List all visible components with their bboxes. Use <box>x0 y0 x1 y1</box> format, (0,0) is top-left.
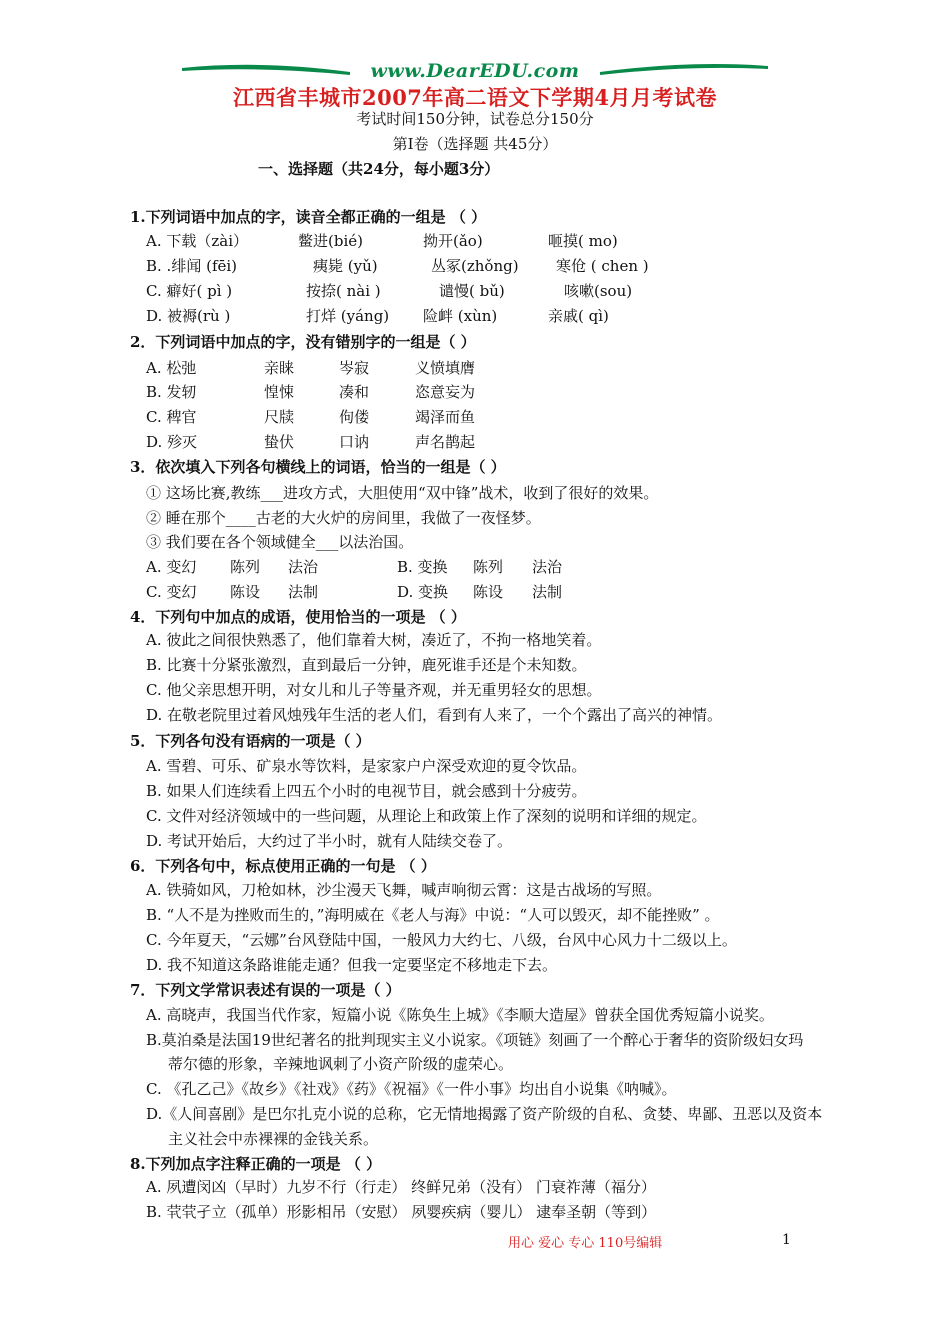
q5-option: C. 文件对经济领域中的一些问题，从理论上和政策上作了深刻的说明和详细的规定。 <box>146 807 707 825</box>
option-text: B. 变换 <box>397 558 448 576</box>
q7-option-continuation: 主义社会中赤裸裸的金钱关系。 <box>168 1130 379 1148</box>
option-text: 佝偻 <box>339 408 370 426</box>
q7-option: B.莫泊桑是法国19世纪著名的批判现实主义小说家。《项链》刻画了一个醉心于奢华的资阶级妇女玛 <box>146 1031 804 1049</box>
option-text: 惶悚 <box>264 383 295 401</box>
option-text: A. 下载（zài） <box>146 232 249 250</box>
option-text: 按捺( nài ) <box>306 282 381 300</box>
q5-option: D. 考试开始后，大约过了半小时，就有人陆续交卷了。 <box>146 832 513 850</box>
option-text: 险衅 (xùn) <box>423 307 498 325</box>
option-text: 凑和 <box>339 383 370 401</box>
option-text: 法治 <box>532 558 563 576</box>
option-text: 陈设 <box>230 583 261 601</box>
q4-option: C. 他父亲思想开明，对女儿和儿子等量齐观，并无重男轻女的思想。 <box>146 681 602 699</box>
option-text: 亲睐 <box>264 359 295 377</box>
page-number: 1 <box>782 1232 791 1248</box>
option-text: B. .绯闻 (fēi) <box>146 257 238 275</box>
question-2-stem: 2．下列词语中加点的字，没有错别字的一组是（ ） <box>130 333 476 351</box>
option-text: 法制 <box>532 583 563 601</box>
option-text: 拗开(ǎo) <box>423 232 483 250</box>
part-heading: 第Ⅰ卷（选择题 共45分） <box>392 135 558 153</box>
q7-option: C. 《孔乙己》《故乡》《社戏》《药》《祝福》《一件小事》均出自小说集《呐喊》。 <box>146 1080 677 1098</box>
option-text: 陈列 <box>230 558 261 576</box>
option-text: 法制 <box>288 583 319 601</box>
option-text: 打烊 (yáng) <box>306 307 390 325</box>
option-text: 亲戚( qì) <box>548 307 609 325</box>
q6-option: C. 今年夏天，“云娜”台风登陆中国，一般风力大约七、八级，台风中心风力十二级以上。 <box>146 931 737 949</box>
exam-info: 考试时间150分钟，试卷总分150分 <box>356 110 594 128</box>
option-text: C. 变幻 <box>146 583 197 601</box>
question-7-stem: 7．下列文学常识表述有误的一项是（ ） <box>130 981 401 999</box>
q7-option: D.《人间喜剧》是巴尔扎克小说的总称，它无情地揭露了资产阶级的自私、贪婪、卑鄙、丑恶以及资本 <box>146 1105 823 1123</box>
q4-option: A. 彼此之间很快熟悉了，他们靠着大树，凑近了，不拘一格地笑着。 <box>146 631 602 649</box>
question-5-stem: 5．下列各句没有语病的一项是（ ） <box>130 732 371 750</box>
question-8-stem: 8.下列加点字注释正确的一项是 （ ） <box>130 1155 382 1173</box>
q5-option: A. 雪碧、可乐、矿泉水等饮料，是家家户户深受欢迎的夏令饮品。 <box>146 757 587 775</box>
option-text: 义愤填膺 <box>415 359 476 377</box>
option-text: 寒伧 ( chen ) <box>556 257 649 275</box>
option-text: 法治 <box>288 558 319 576</box>
q4-option: B. 比赛十分紧张激烈，直到最后一分钟，鹿死谁手还是个未知数。 <box>146 656 587 674</box>
exam-title: 江西省丰城市2007年高二语文下学期4月月考试卷 <box>232 85 718 110</box>
q8-option: A. 夙遭闵凶（早时）九岁不行（行走） 终鲜兄弟（没有） 门衰祚薄（福分） <box>146 1178 656 1196</box>
question-3-stem: 3．依次填入下列各句横线上的词语，恰当的一组是（ ） <box>130 458 506 476</box>
footer-credit: 用心 爱心 专心 110号编辑 <box>508 1236 663 1251</box>
option-text: 声名鹊起 <box>415 433 476 451</box>
option-text: D. 被褥(rù ) <box>146 307 231 325</box>
option-text: 陈设 <box>473 583 504 601</box>
q3-sentence: ① 这场比赛,教练___进攻方式，大胆使用“双中锋”战术，收到了很好的效果。 <box>146 484 659 502</box>
option-text: 岑寂 <box>339 359 370 377</box>
option-text: 尺牍 <box>264 408 295 426</box>
q6-option: A. 铁骑如风，刀枪如林，沙尘漫天飞舞，喊声响彻云霄：这是古战场的写照。 <box>146 881 662 899</box>
option-text: D. 变换 <box>397 583 449 601</box>
option-text: C. 稗官 <box>146 408 197 426</box>
option-text: D. 殄灭 <box>146 433 198 451</box>
option-text: B. 发轫 <box>146 383 197 401</box>
question-4-stem: 4．下列句中加点的成语，使用恰当的一项是 （ ） <box>130 608 466 626</box>
option-text: 谴慢( bǔ) <box>439 282 505 300</box>
option-text: 鳖进(bié) <box>298 232 363 250</box>
option-text: 蛰伏 <box>264 433 295 451</box>
option-text: 痍毙 (yǔ) <box>313 257 378 275</box>
q8-option: B. 茕茕孑立（孤单）形影相吊（安慰） 夙婴疾病（婴儿） 逮奉圣朝（等到） <box>146 1203 657 1221</box>
option-text: 口讷 <box>339 433 370 451</box>
q7-option: A. 高晓声，我国当代作家，短篇小说《陈奂生上城》《李顺大造屋》曾获全国优秀短篇小说奖。 <box>146 1006 774 1024</box>
q7-option-continuation: 蒂尔德的形象，辛辣地讽刺了小资产阶级的虚荣心。 <box>168 1055 514 1073</box>
option-text: A. 变幻 <box>146 558 197 576</box>
option-text: A. 松弛 <box>146 359 197 377</box>
question-1-stem: 1.下列词语中加点的字，读音全都正确的一组是 （ ） <box>130 208 487 226</box>
q6-option: D. 我不知道这条路谁能走通？但我一定要坚定不移地走下去。 <box>146 956 558 974</box>
q3-sentence: ③ 我们要在各个领域健全___以法治国。 <box>146 533 414 551</box>
option-text: 丛冢(zhǒng) <box>431 257 519 275</box>
option-text: 恣意妄为 <box>415 383 476 401</box>
option-text: 竭泽而鱼 <box>415 408 476 426</box>
site-url: www.DearEDU.com <box>370 60 580 82</box>
option-text: 咳嗽(sou) <box>564 282 633 300</box>
question-6-stem: 6．下列各句中，标点使用正确的一句是 （ ） <box>130 857 436 875</box>
option-text: 陈列 <box>473 558 504 576</box>
q4-option: D. 在敬老院里过着风烛残年生活的老人们，看到有人来了，一个个露出了高兴的神情。 <box>146 706 723 724</box>
option-text: C. 癖好( pì ) <box>146 282 233 300</box>
q3-sentence: ② 睡在那个____古老的大火炉的房间里，我做了一夜怪梦。 <box>146 509 541 527</box>
section-heading: 一、选择题（共24分，每小题3分） <box>258 160 500 178</box>
q6-option: B. “人不是为挫败而生的，”海明威在《老人与海》中说：“人可以毁灭，却不能挫败” 。 <box>146 906 720 924</box>
q5-option: B. 如果人们连续看上四五个小时的电视节目，就会感到十分疲劳。 <box>146 782 587 800</box>
option-text: 咂摸( mo) <box>548 232 618 250</box>
